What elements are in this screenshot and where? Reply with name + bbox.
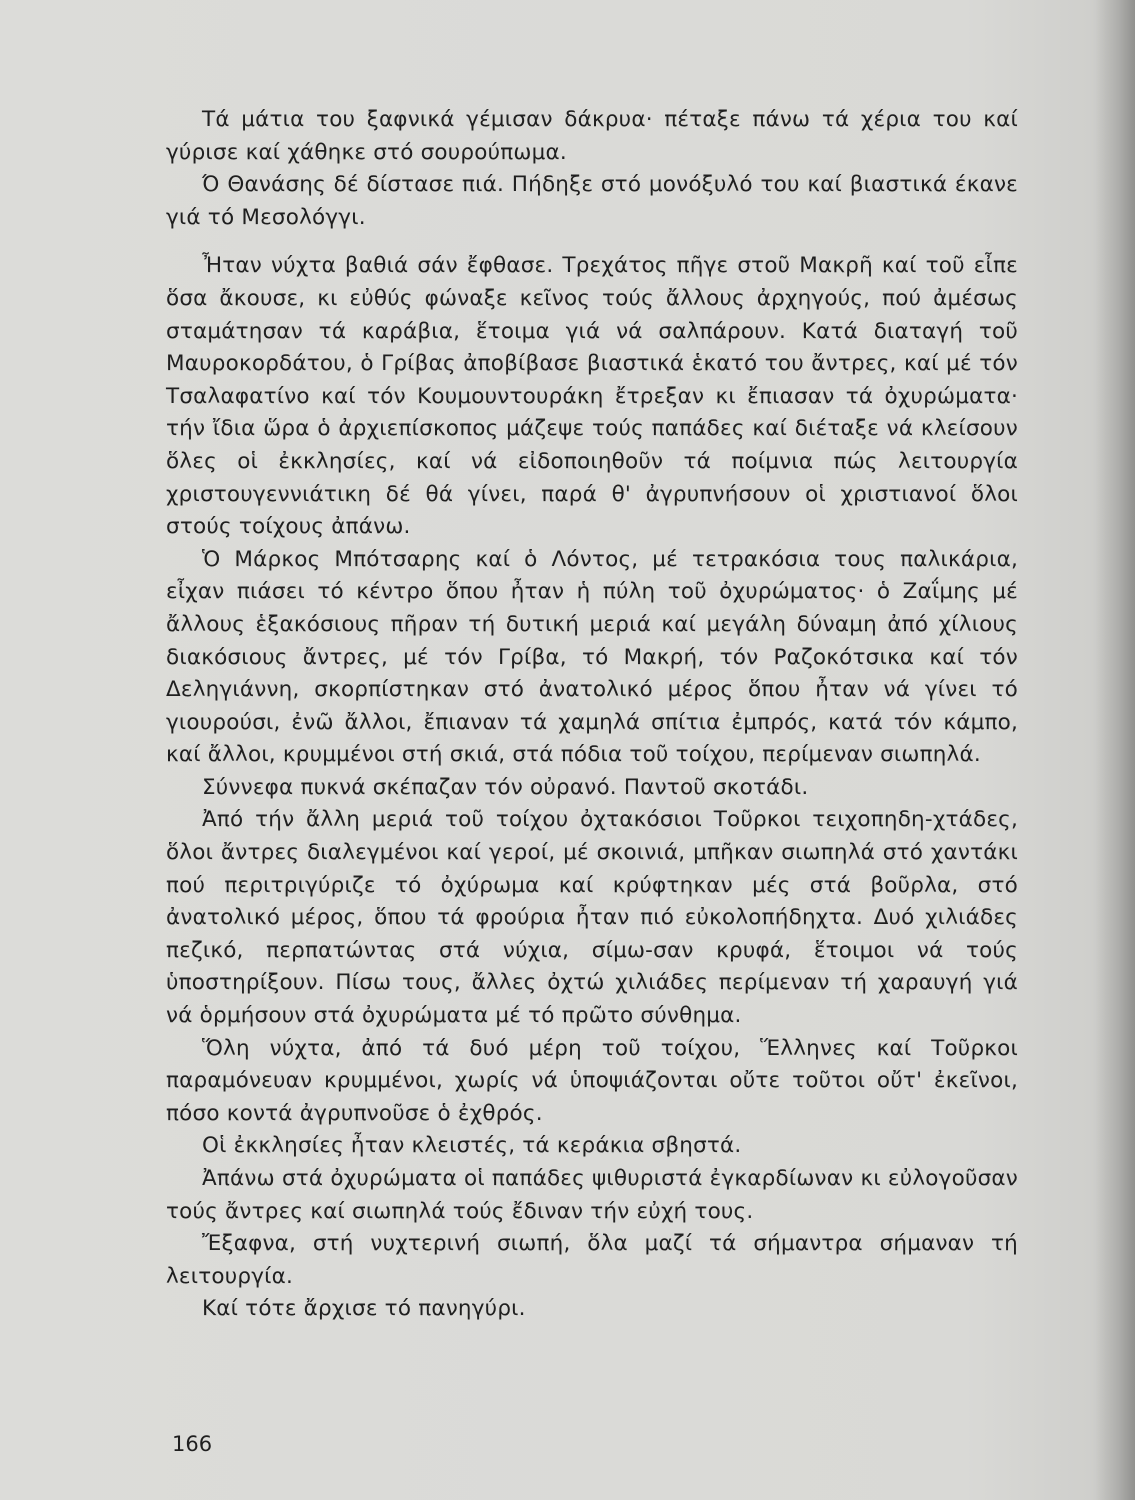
paragraph-4: Ὁ Μάρκος Μπότσαρης καί ὁ Λόντος, μέ τετρακόσια τους παλικάρια, εἶχαν πιάσει τό κέντρο ὅπου ἦταν ἡ πύλη τοῦ ὀχυρώματος· ὁ Ζαΐμης μέ ἄλλους ἑξακόσιους πῆραν τή δυτική μεριά καί μεγάλη δύναμη ἀπό χίλιους διακόσιους ἄντρες, μέ τόν Γρίβα, τό Μακρή, τόν Ραζοκότσικα καί τόν Δεληγιάννη, σκορπίστηκαν στό ἀνατολικό μέρος ὅπου ἦταν νά γίνει τό γιουρούσι, ἐνῶ ἄλλοι, ἔπιαναν τά χαμηλά σπίτια ἐμπρός, κατά τόν κάμπο, καί ἄλλοι, κρυμμένοι στή σκιά, στά πόδια τοῦ τοίχου, περίμεναν σιωπηλά. xyxy=(166,546,1018,768)
paragraph-7: Ὅλη νύχτα, ἀπό τά δυό μέρη τοῦ τοίχου, Ἕλληνες καί Τοῦρκοι παραμόνευαν κρυμμένοι, χωρίς νά ὑποψιάζονται οὔτε τοῦτοι οὔτ' ἐκεῖνοι, πόσο κοντά ἀγρυπνοῦσε ὁ ἐχθρός. xyxy=(166,1035,1018,1126)
paragraph-3: Ἦταν νύχτα βαθιά σάν ἔφθασε. Τρεχάτος πῆγε στοῦ Μακρῆ καί τοῦ εἶπε ὅσα ἄκουσε, κι εὐθύς φώναξε κεῖνος τούς ἄλλους ἀρχηγούς, πού ἀμέσως σταμάτησαν τά καράβια, ἕτοιμα γιά νά σαλπάρουν. Κατά διαταγή τοῦ Μαυροκορδάτου, ὁ Γρίβας ἀποβίβασε βιαστικά ἑκατό του ἄντρες, καί μέ τόν Τσαλαφατίνο καί τόν Κουμουντουράκη ἔτρεξαν κι ἔπιασαν τά ὀχυρώματα· τήν ἴδια ὥρα ὁ ἀρχιεπίσκοπος μάζεψε τούς παπάδες καί διέταξε νά κλείσουν ὅλες οἱ ἐκκλησίες, καί νά εἰδοποιηθοῦν τά ποίμνια πώς λειτουργία χριστουγεννιάτικη δέ θά γίνει, παρά θ' ἀγρυπνήσουν οἱ χριστιανοί ὅλοι στούς τοίχους ἀπάνω. xyxy=(166,253,1018,540)
paragraph-5: Σύννεφα πυκνά σκέπαζαν τόν οὐρανό. Παντοῦ σκοτάδι. xyxy=(202,774,809,800)
paragraph-9: Ἀπάνω στά ὀχυρώματα οἱ παπάδες ψιθυριστά ἐγκαρδίωναν κι εὐλογοῦσαν τούς ἄντρες καί σιωπηλά τούς ἔδιναν τήν εὐχή τους. xyxy=(166,1166,1018,1224)
paragraph-1: Τά μάτια του ξαφνικά γέμισαν δάκρυα· πέταξε πάνω τά χέρια του καί γύρισε καί χάθηκε στό σουρούπωμα. xyxy=(166,107,1018,165)
paragraph-6: Ἀπό τήν ἄλλη μεριά τοῦ τοίχου ὀχτακόσιοι Τοῦρκοι τειχοπηδη-χτάδες, ὅλοι ἄντρες διαλεγμένοι καί γεροί, μέ σκοινιά, μπῆκαν σιωπηλά στό χαντάκι πού περιτριγύριζε τό ὀχύρωμα καί κρύφτηκαν μές στά βοῦρλα, στό ἀνατολικό μέρος, ὅπου τά φρούρια ἦταν πιό εὐκολοπήδηχτα. Δυό χιλιάδες πεζικό, περπατώντας στά νύχια, σίμω-σαν κρυφά, ἕτοιμοι νά τούς ὑποστηρίξουν. Πίσω τους, ἄλλες ὀχτώ χιλιάδες περίμεναν τή χαραυγή γιά νά ὁρμήσουν στά ὀχυρώματα μέ τό πρῶτο σύνθημα. xyxy=(166,807,1018,1029)
paragraph-8: Οἱ ἐκκλησίες ἦταν κλειστές, τά κεράκια σβηστά. xyxy=(202,1133,742,1159)
spine-shadow xyxy=(1095,0,1135,1500)
paragraph-11: Καί τότε ἄρχισε τό πανηγύρι. xyxy=(202,1296,526,1322)
paragraph-2: Ό Θανάσης δέ δίστασε πιά. Πήδηξε στό μονόξυλό του καί βιαστικά έκανε γιά τό Μεσολόγγι. xyxy=(166,172,1018,230)
page-number: 166 xyxy=(172,1432,213,1456)
paragraph-10: Ἔξαφνα, στή νυχτερινή σιωπή, ὅλα μαζί τά σήμαντρα σήμαναν τή λειτουργία. xyxy=(166,1231,1018,1289)
body-text xyxy=(166,104,1018,1326)
